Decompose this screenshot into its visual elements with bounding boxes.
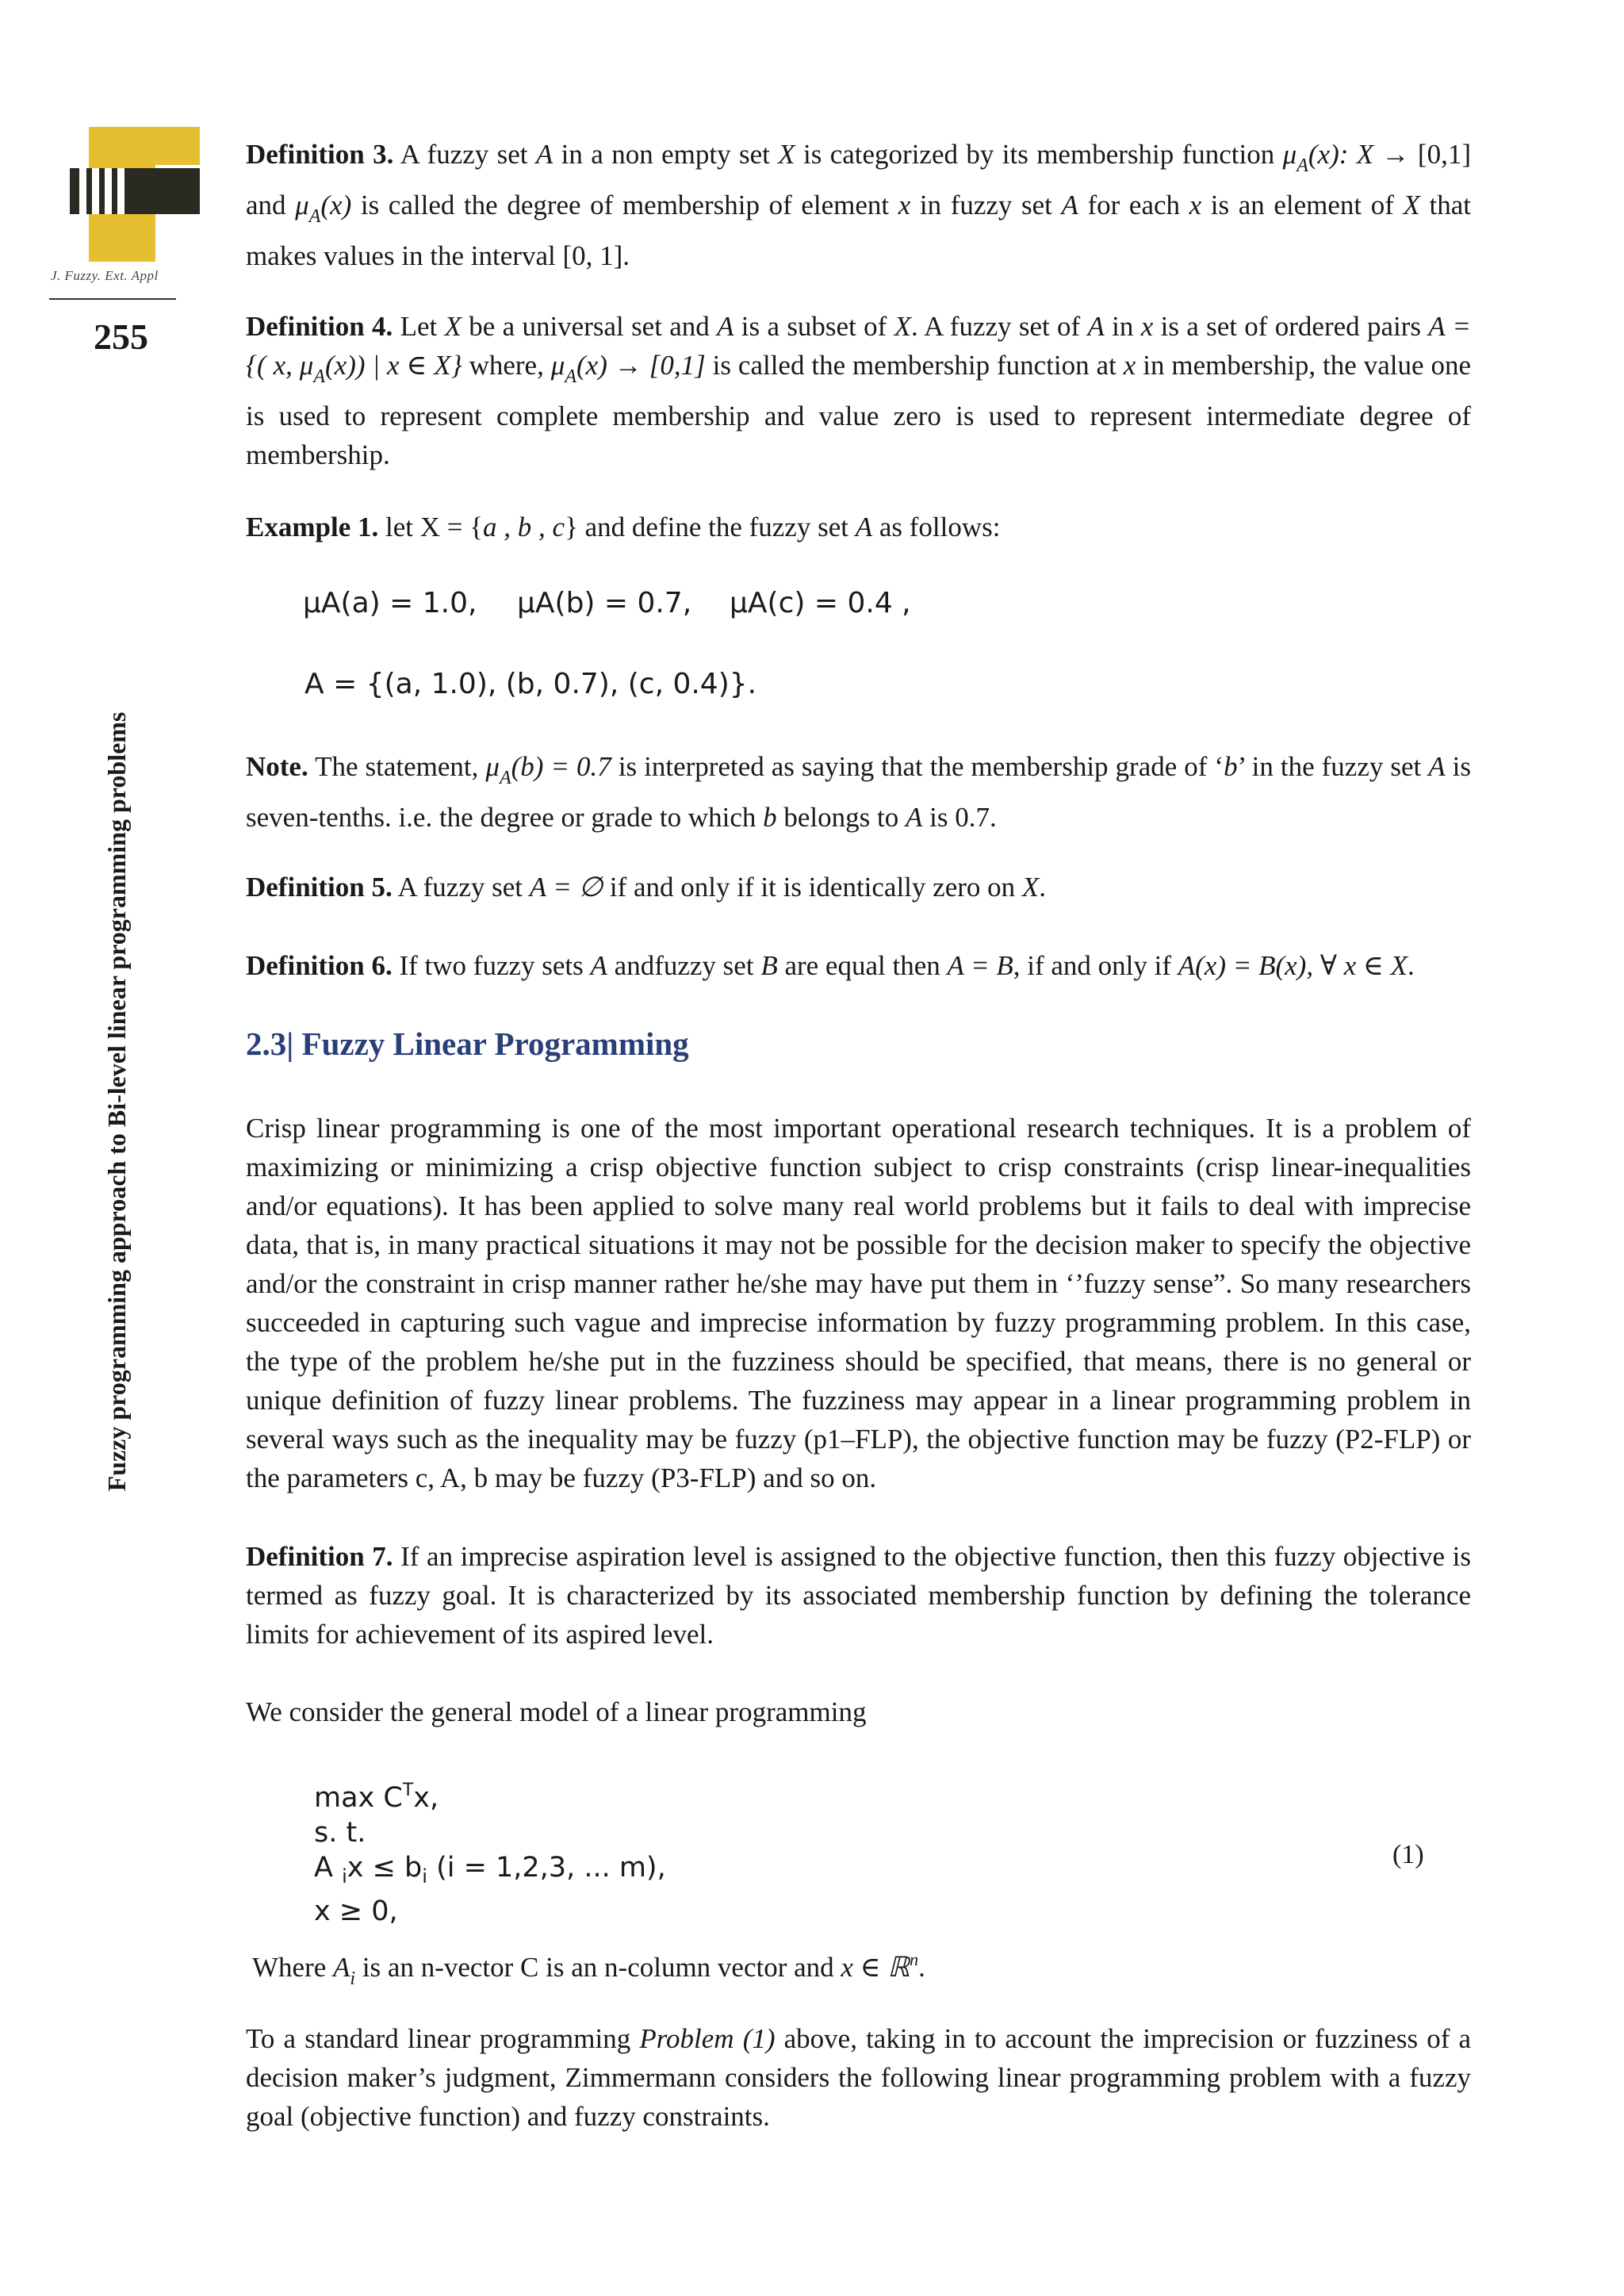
section-heading: 2.3| Fuzzy Linear Programming (246, 1025, 689, 1062)
membership-value-c: μA(c) = 0.4 , (730, 587, 911, 619)
equation-number: (1) (1392, 1840, 1424, 1869)
definition-5: Definition 5. A fuzzy set A = ∅ if and only if it is identically zero on X. (246, 872, 1047, 903)
where-clause: Where $A_i$ is an n-vector C is an n-column vector and x ∈ ℝ$^n$. (252, 1949, 925, 1989)
fuzzy-set-expression: A = {(a, 1.0), (b, 0.7), (c, 0.4)}. (304, 668, 757, 700)
page-number: 255 (94, 316, 148, 357)
lp-subject-to: s. t. (314, 1817, 366, 1849)
journal-logo (41, 127, 200, 262)
lp-objective: $\max C^Tx$, (314, 1780, 439, 1814)
running-title: Fuzzy programming approach to Bi-level linear programming problems (102, 711, 131, 1492)
general-model-intro: We consider the general model of a linear programming (246, 1696, 867, 1727)
definition-6: Definition 6. If two fuzzy sets A andfuzzy set B are equal then A = B, if and only if A(x) = B(x), ∀ x ∈ X. (246, 950, 1415, 981)
lp-nonnegativity: x ≥ 0, (314, 1895, 398, 1927)
lp-model-equation (314, 1773, 666, 1929)
note-paragraph: Note. The statement, $\mu_A(b) = 0.7$ is interpreted as saying that the membership grade of ‘b’ in the fuzzy set A is seven-tenths. i.e. the degree or grade to which b belongs to A is 0.7. (246, 751, 1471, 833)
example-1: Example 1. let X = {a , b , c} and define the fuzzy set A as follows: (246, 512, 1001, 542)
definition-7: Definition 7. If an imprecise aspiration level is assigned to the objective function, then this fuzzy objective is termed as fuzzy goal. It is characterized by its associated membership function by defining the tolerance limits for achievement of its aspired level. (246, 1541, 1471, 1650)
membership-value-a: μA(a) = 1.0, (303, 587, 477, 619)
definition-3: Definition 3. A fuzzy set A in a non empty set X is categorized by its membership function $\mu_A(x)$: X → [0,1] and $\mu_A(x)$ is called the degree of membership of element x in fuzzy set A for each x is an element of X that makes values in the interval [0, 1]. (246, 139, 1472, 271)
zimmermann-paragraph: To a standard linear programming Problem (1) above, taking in to account the imprecision or fuzziness of a decision maker’s judgment, Zimmermann considers the following linear programming problem with a fuzzy goal (objective function) and fuzzy constraints. (246, 2023, 1471, 2132)
journal-divider (49, 298, 176, 300)
crisp-lp-paragraph: Crisp linear programming is one of the most important operational research techniques. It is a problem of maximizing or minimizing a crisp objective function subject to crisp constraints (crisp linear-inequalities and/or equations). It has been applied to solve many real world problems but it fails to deal with imprecise data, that is, in many practical situations it may not be possible for the decision maker to specify the objective and/or the constraint in crisp manner rather he/she may have put them in ‘’fuzzy sense”. So many researchers succeeded in capturing such vague and imprecise information by fuzzy programming problem. In this case, the type of the problem he/she put in the fuzziness should be specified, that means, there is no general or unique definition of fuzzy linear problems. The fuzziness may appear in a linear programming problem in several ways such as the inequality may be fuzzy (p1–FLP), the objective function may be fuzzy (P2-FLP) or the parameters c, A, b may be fuzzy (P3-FLP) and so on. (246, 1113, 1471, 1493)
lp-constraint: A $_ix \le b_i$ (i = 1,2,3, ... m), (314, 1852, 666, 1888)
journal-abbreviation: J. Fuzzy. Ext. Appl (51, 268, 159, 283)
membership-value-b: μA(b) = 0.7, (517, 587, 692, 619)
definition-4: Definition 4. Let X be a universal set and A is a subset of X. A fuzzy set of A in x is a set of ordered pairs A = {( x, $\mu_A(x)$) | x ∈ X} where, $\mu_A(x) \to [0,1]$ is called the membership function at x in membership, the value one is used to represent complete membership and value zero is used to represent intermediate degree of membership. (246, 311, 1471, 470)
